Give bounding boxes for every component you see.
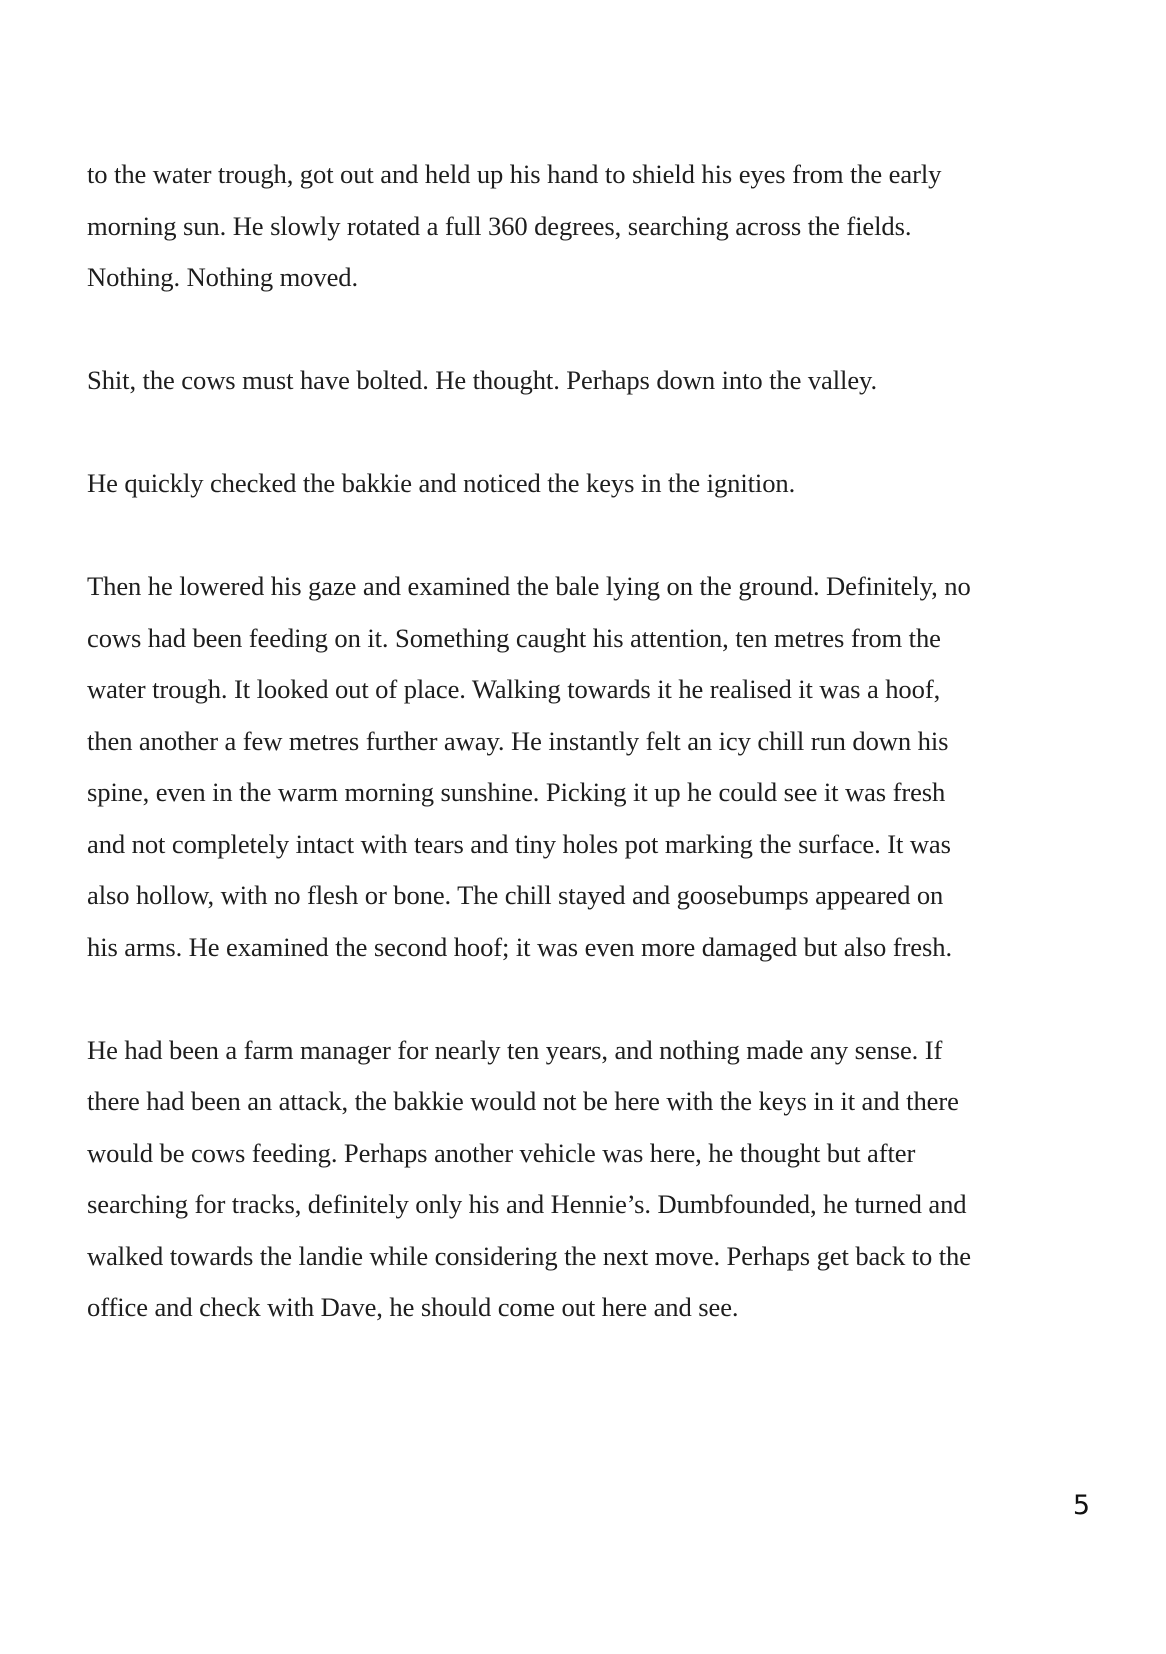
text-line: walked towards the landie while considering the next move. Perhaps get back to the [87, 1240, 971, 1271]
body-text [87, 149, 1087, 1385]
paragraph-4 [87, 561, 1087, 973]
paragraph-3 [87, 458, 1087, 510]
text-line: Nothing. Nothing moved. [87, 262, 359, 292]
text-line: spine, even in the warm morning sunshine. Picking it up he could see it was fresh [87, 777, 946, 807]
paragraph-2 [87, 355, 1087, 407]
text-line: and not completely intact with tears and tiny holes pot marking the surface. It was [87, 828, 951, 859]
text-line: morning sun. He slowly rotated a full 360 degrees, searching across the fields. [87, 210, 912, 241]
text-line: would be cows feeding. Perhaps another vehicle was here, he thought but after [87, 1137, 916, 1168]
text-line: his arms. He examined the second hoof; it was even more damaged but also fresh. [87, 931, 953, 962]
paragraph-1 [87, 149, 1087, 304]
page-number: 5 [1072, 1490, 1090, 1521]
text-line: Shit, the cows must have bolted. He thought. Perhaps down into the valley. [87, 365, 878, 395]
text-line: also hollow, with no flesh or bone. The chill stayed and goosebumps appeared on [87, 880, 944, 910]
paragraph-5 [87, 1025, 1087, 1334]
text-line: water trough. It looked out of place. Walking towards it he realised it was a hoof, [87, 674, 941, 704]
text-line: to the water trough, got out and held up his hand to shield his eyes from the early [87, 159, 942, 189]
text-line: searching for tracks, definitely only his and Hennie’s. Dumbfounded, he turned and [87, 1189, 967, 1219]
text-line: there had been an attack, the bakkie would not be here with the keys in it and there [87, 1086, 959, 1116]
text-line: office and check with Dave, he should come out here and see. [87, 1292, 739, 1322]
text-line: He had been a farm manager for nearly ten years, and nothing made any sense. If [87, 1034, 943, 1065]
text-line: then another a few metres further away. He instantly felt an icy chill run down his [87, 725, 949, 756]
text-line: cows had been feeding on it. Something caught his attention, ten metres from the [87, 622, 941, 653]
text-line: Then he lowered his gaze and examined the bale lying on the ground. Definitely, no [87, 571, 971, 601]
text-line: He quickly checked the bakkie and noticed the keys in the ignition. [87, 468, 796, 498]
